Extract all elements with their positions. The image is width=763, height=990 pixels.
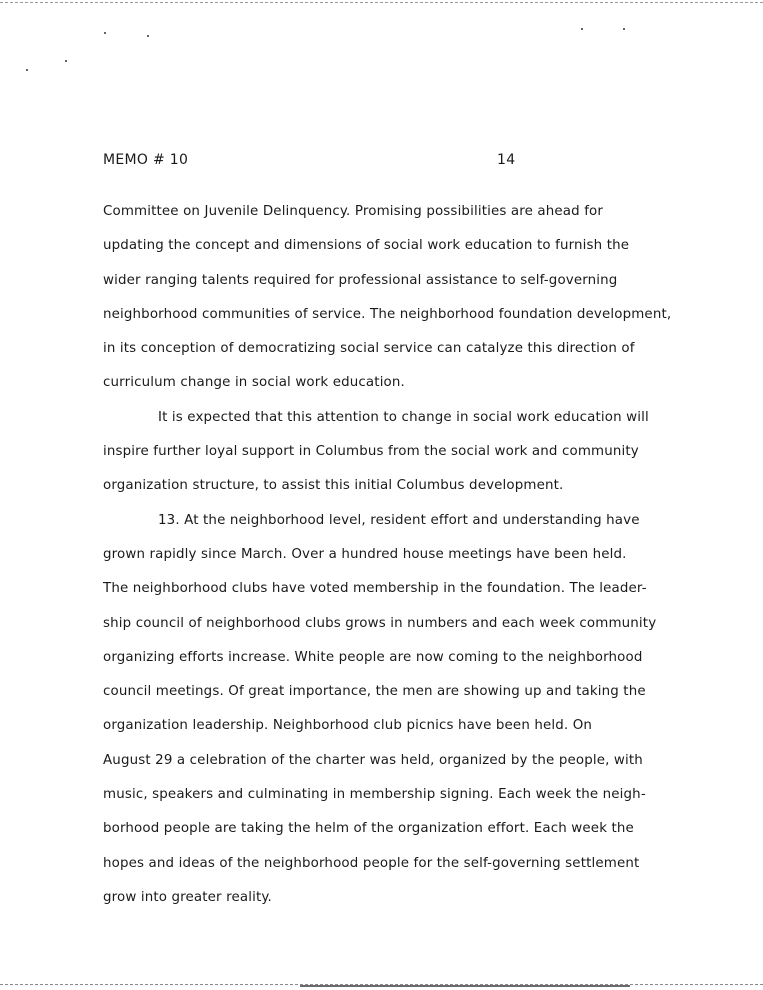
scan-speck: [147, 35, 149, 37]
text-line: council meetings. Of great importance, the men are showing up and taking the: [103, 684, 646, 700]
scan-speck: [623, 28, 625, 30]
text-line: It is expected that this attention to change in social work education will: [158, 409, 649, 425]
text-line: wider ranging talents required for professional assistance to self-governing: [103, 272, 618, 288]
text-line: August 29 a celebration of the charter was held, organized by the people, with: [103, 752, 643, 768]
scan-speck: [26, 69, 28, 71]
text-line: grow into greater reality.: [103, 889, 272, 905]
text-line: organization leadership. Neighborhood club picnics have been held. On: [103, 718, 593, 734]
text-line: music, speakers and culminating in membership signing. Each week the neigh-: [103, 787, 646, 803]
page-number: 14: [497, 152, 516, 168]
text-line: updating the concept and dimensions of social work education to furnish the: [103, 238, 630, 254]
text-line: borhood people are taking the helm of the organization effort. Each week the: [103, 821, 634, 837]
memo-label: MEMO # 10: [103, 152, 189, 168]
text-line: 13. At the neighborhood level, resident effort and understanding have: [158, 512, 640, 528]
text-line: curriculum change in social work education.: [103, 375, 405, 391]
text-line: Committee on Juvenile Delinquency. Promising possibilities are ahead for: [103, 204, 604, 219]
text-line: organizing efforts increase. White people are now coming to the neighborhood: [103, 649, 643, 665]
scan-speck: [581, 28, 583, 30]
top-edge-rule: [0, 2, 763, 3]
scan-speck: [104, 32, 106, 34]
text-line: The neighborhood clubs have voted membership in the foundation. The leader-: [103, 581, 647, 597]
text-line: organization structure, to assist this initial Columbus development.: [103, 478, 564, 494]
text-line: in its conception of democratizing social service can catalyze this direction of: [103, 341, 635, 357]
text-line: hopes and ideas of the neighborhood people for the self-governing settlement: [103, 855, 640, 871]
text-line: inspire further loyal support in Columbus from the social work and community: [103, 444, 639, 460]
memo-body: [103, 195, 713, 915]
scan-speck: [65, 60, 67, 62]
text-line: ship council of neighborhood clubs grows in numbers and each week community: [103, 615, 657, 631]
bottom-edge-line: [300, 985, 630, 987]
text-line: grown rapidly since March. Over a hundred house meetings have been held.: [103, 546, 627, 562]
text-line: neighborhood communities of service. The neighborhood foundation development,: [103, 306, 672, 322]
